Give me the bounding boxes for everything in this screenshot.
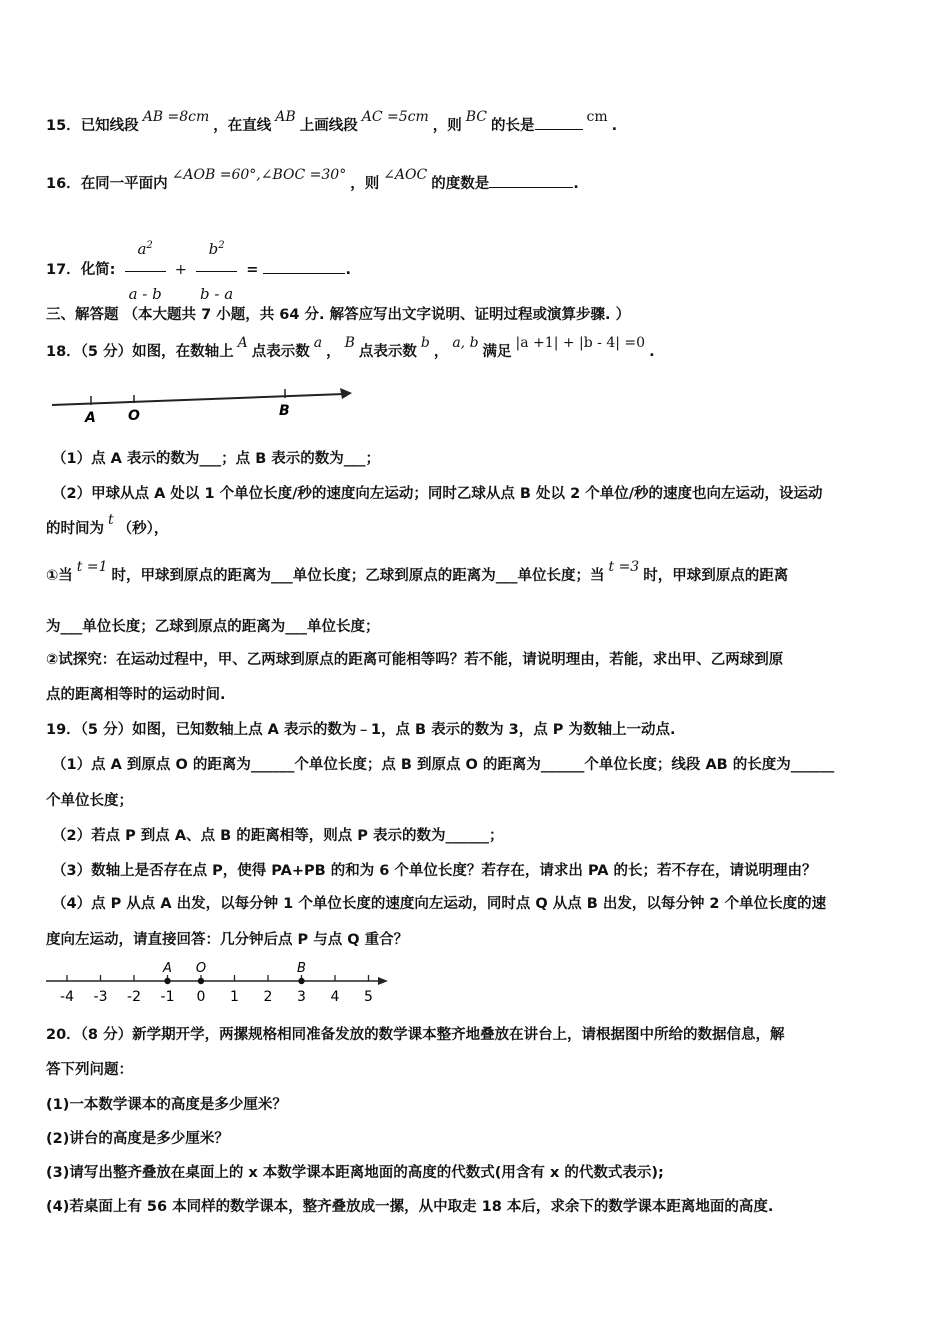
tick-label: 3	[297, 989, 306, 1005]
tick-label: -1	[160, 989, 175, 1005]
q19-part1-cont: 个单位长度；	[46, 793, 133, 809]
label-b: B	[279, 403, 290, 419]
question-17: 17．化简: $\frac{a^2}{a - b}$ + $\frac{b^2}{b - a}$ = .	[46, 226, 351, 314]
label-o: O	[128, 408, 140, 424]
point-label-a: A	[163, 961, 172, 976]
axis-arrow	[378, 977, 388, 985]
answer-blank	[535, 115, 583, 130]
tick-label: 5	[364, 989, 373, 1005]
q18-part2-cont: 的时间为t（秒），	[46, 512, 169, 537]
q18-part1: （1）点 A 表示的数为___；点 B 表示的数为___；	[52, 451, 381, 467]
section-heading: 三、解答题 （本大题共 7 小题，共 64 分. 解答应写出文字说明、证明过程或演算步骤. ）	[46, 307, 631, 323]
tick-label: 2	[263, 989, 273, 1005]
tick-label: 1	[230, 989, 239, 1005]
q20-part4: (4)若桌面上有 56 本同样的数学课本，整齐叠放成一摞，从中取走 18 本后，求余下的数学课本距离地面的高度.	[46, 1199, 774, 1215]
axis-arrow	[340, 388, 352, 399]
tick-label: 0	[196, 989, 206, 1005]
point-o	[198, 978, 204, 984]
q18-subpart1: ①当t =1时，甲球到原点的距离为___单位长度；乙球到原点的距离为___单位长度；当t =3时，甲球到原点的距离	[46, 559, 789, 584]
q18-part2: （2）甲球从点 A 处以 1 个单位长度/秒的速度向左运动；同时乙球从点 B 处以 2 个单位/秒的速度也向左运动，设运动	[52, 486, 823, 502]
q20-cont: 答下列问题：	[46, 1062, 133, 1078]
q19-part3: （3）数轴上是否存在点 P，使得 PA+PB 的和为 6 个单位长度？若存在，请求出 PA 的长；若不存在，请说明理由？	[52, 863, 817, 879]
question-15: 15．已知线段AB =8cm，在直线AB上画线段AC =5cm，则BC的长是cm.	[46, 109, 618, 134]
q18-subpart2: ②试探究：在运动过程中，甲、乙两球到原点的距离可能相等吗？若不能，请说明理由，若能，求出甲、乙两球到原	[46, 652, 784, 668]
point-label-o: O	[195, 961, 207, 976]
tick-label: 4	[330, 989, 340, 1005]
tick-label: -3	[93, 989, 108, 1005]
q18-subpart2-cont: 点的距离相等时的运动时间.	[46, 687, 226, 703]
q19-part1: （1）点 A 到原点 O 的距离为______个单位长度；点 B 到原点 O 的距离为______个单位长度；线段 AB 的长度为______	[52, 757, 835, 773]
label-a: A	[85, 410, 96, 426]
point-label-b: B	[297, 961, 306, 976]
question-20: 20．（8 分）新学期开学，两摞规格相同准备发放的数学课本整齐地叠放在讲台上，请根据图中所给的数据信息，解	[46, 1027, 785, 1043]
question-18: 18．（5 分）如图，在数轴上A点表示数a，B点表示数b，a, b满足|a +1| + |b - 4| =0.	[46, 335, 655, 360]
point-a	[164, 978, 170, 984]
q19-part4-cont: 度向左运动，请直接回答：几分钟后点 P 与点 Q 重合？	[46, 932, 409, 948]
answer-blank	[263, 259, 345, 274]
q18-number-line-figure	[48, 380, 368, 426]
q18-subpart1-cont: 为___单位长度；乙球到原点的距离为___单位长度；	[46, 619, 380, 635]
tick-label: -2	[127, 989, 141, 1005]
q19-number-line-figure	[40, 957, 400, 1007]
fraction-b2: $\frac{b^2}{b - a}$	[196, 226, 237, 314]
question-16: 16．在同一平面内∠AOB =60°,∠BOC =30°，则∠AOC的度数是 .	[46, 167, 579, 192]
q20-part2: (2)讲台的高度是多少厘米？	[46, 1131, 229, 1147]
q19-part4: （4）点 P 从点 A 出发，以每分钟 1 个单位长度的速度向左运动，同时点 Q 从点 B 出发，以每分钟 2 个单位长度的速	[52, 896, 827, 912]
q20-part3: (3)请写出整齐叠放在桌面上的 x 本数学课本距离地面的高度的代数式(用含有 x 的代数式表示);	[46, 1165, 664, 1181]
fraction-a2: $\frac{a^2}{a - b}$	[125, 226, 166, 314]
q19-part2: （2）若点 P 到点 A、点 B 的距离相等，则点 P 表示的数为______；	[52, 828, 504, 844]
q20-part1: (1)一本数学课本的高度是多少厘米？	[46, 1097, 287, 1113]
question-19: 19．（5 分）如图，已知数轴上点 A 表示的数为﹣1，点 B 表示的数为 3，点 P 为数轴上一动点.	[46, 722, 676, 738]
answer-blank	[489, 173, 573, 188]
point-b	[298, 978, 304, 984]
tick-label: -4	[60, 989, 74, 1005]
axis-line	[52, 394, 344, 405]
